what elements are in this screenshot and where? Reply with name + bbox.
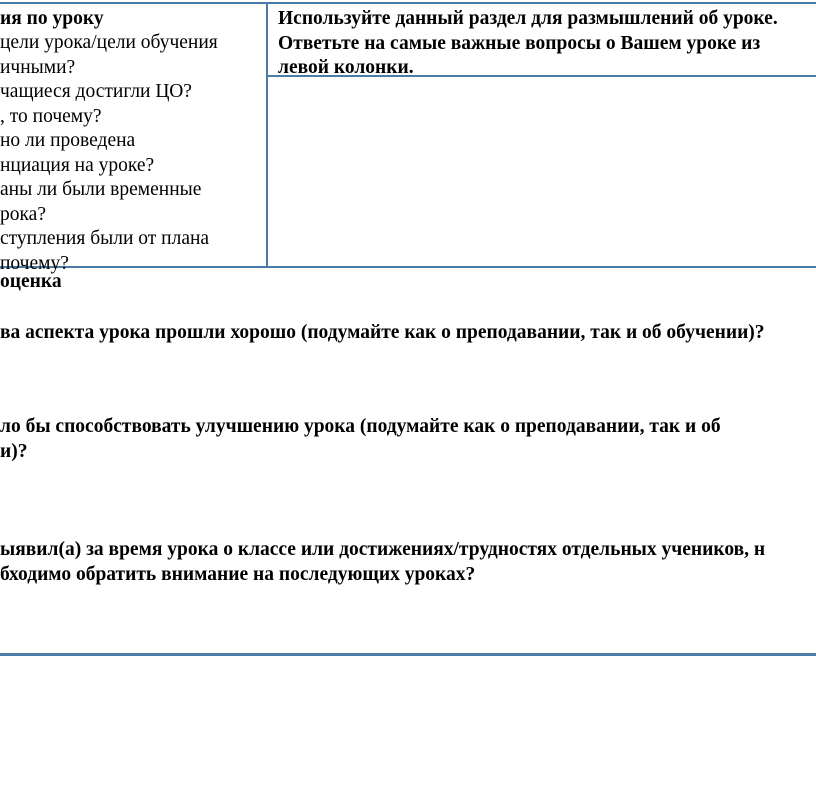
section-heading: оценка [0,271,62,292]
section-bottom-border [0,653,816,656]
left-question-line: почему? [0,252,69,274]
instruction-line: левой колонки. [278,57,414,78]
left-question-line: ступления были от плана [0,228,210,249]
question-2-line-2: и)? [0,441,28,462]
left-column-questions [0,31,218,276]
left-question-line: цели урока/цели обучения [0,32,218,53]
question-1: ва аспекта урока прошли хорошо (подумайте как о преподавании, так и об обучении)? [0,322,765,343]
left-question-line: нциация на уроке? [0,154,155,176]
left-question-line: ичными? [0,56,76,78]
instruction-line: Используйте данный раздел для размышлений об уроке. [278,8,778,29]
left-question-line: но ли проведена [0,130,136,151]
instruction-line: Ответьте на самые важные вопросы о Вашем уроке из [278,32,761,54]
question-2-line-1: ло бы способствовать улучшению урока (подумайте как о преподавании, так и об [0,416,721,437]
left-question-line: аны ли были временные [0,179,202,200]
table-column-divider [266,2,268,268]
question-3-line-1: ыявил(а) за время урока о классе или достижениях/трудностях отдельных учеников, н [0,539,766,560]
table-top-border [0,2,816,4]
right-column-instructions [278,7,778,81]
left-question-line: , то почему? [0,105,102,127]
left-question-line: чащиеся достигли ЦО? [0,81,192,102]
left-question-line: рока? [0,203,46,225]
left-column-heading: ия по уроку [0,8,104,29]
question-3-line-2: бходимо обратить внимание на последующих уроках? [0,564,476,585]
